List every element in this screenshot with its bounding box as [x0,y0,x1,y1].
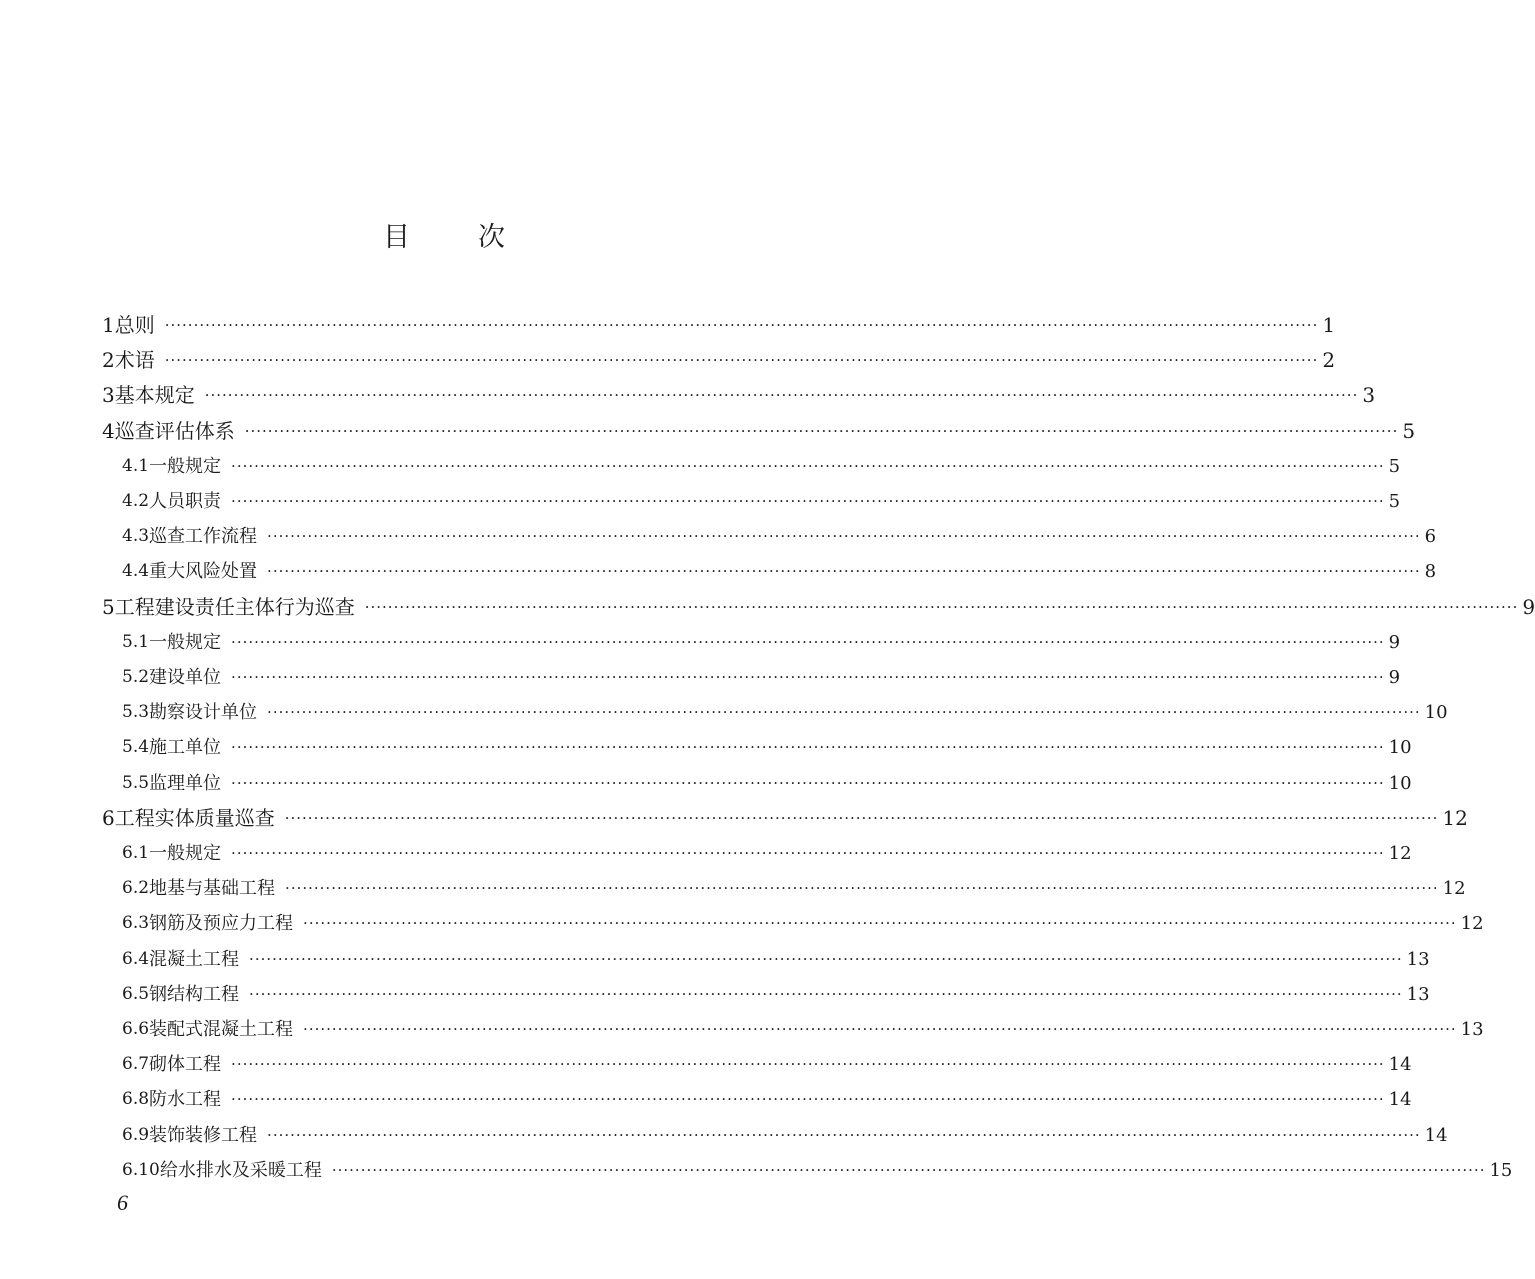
toc-entry-title: 防水工程 [149,1089,222,1110]
toc-entry-title: 钢结构工程 [149,984,240,1005]
toc-entry-page: 5 [1402,419,1416,443]
toc-entry-page: 10 [1388,737,1412,758]
toc-entry-page: 10 [1388,773,1412,794]
toc-entry[interactable] [122,836,1412,871]
toc-entry[interactable] [102,308,1336,343]
toc-entry-number: 5.2 [122,667,150,687]
toc-leader-dots: ········································································································································································································ [231,492,1385,510]
toc-entry-title: 一般规定 [149,843,222,864]
toc-entry[interactable] [122,730,1412,765]
toc-entry-title: 总则 [114,313,155,337]
toc-entry-page: 15 [1489,1160,1513,1181]
toc-entry[interactable] [122,660,1401,695]
toc-entry-number: 6.3 [122,913,150,933]
toc-leader-dots: ········································································································································································································ [231,774,1385,792]
toc-entry[interactable] [122,906,1484,941]
toc-entry[interactable] [102,590,1535,625]
toc-leader-dots: ········································································································································································································ [249,950,1403,968]
toc-leader-dots: ········································································································································································································ [364,598,1519,616]
toc-leader-dots: ········································································································································································································ [285,879,1439,897]
toc-leader-dots: ········································································································································································································ [249,985,1403,1003]
toc-entry-page: 9 [1522,595,1535,619]
toc-entry-number: 6.7 [122,1054,150,1074]
toc-entry[interactable] [122,449,1401,484]
toc-entry-page: 13 [1406,984,1430,1005]
toc-entry-page: 1 [1322,313,1336,337]
toc-entry[interactable] [102,343,1336,378]
toc-entry-number: 4 [102,419,115,443]
toc-entry-page: 13 [1460,1019,1484,1040]
toc-entry-number: 6.2 [122,878,150,898]
toc-leader-dots: ········································································································································································································ [244,422,1399,440]
toc-leader-dots: ········································································································································································································ [231,1055,1385,1073]
toc-entry-number: 2 [102,348,115,372]
toc-entry-page: 2 [1322,348,1336,372]
toc-entry-number: 6.1 [122,843,150,863]
toc-entry-title: 建设单位 [149,667,222,688]
toc-leader-dots: ········································································································································································································ [303,1020,1457,1038]
toc-entry-number: 4.3 [122,526,150,546]
toc-leader-dots: ········································································································································································································ [231,844,1385,862]
toc-entry[interactable] [122,625,1401,660]
toc-entry-title: 装饰装修工程 [149,1125,258,1146]
toc-entry-number: 5.1 [122,632,150,652]
toc-entry[interactable] [102,378,1376,413]
toc-entry-page: 12 [1442,878,1466,899]
toc-entry-page: 8 [1424,561,1437,582]
toc-entry-number: 3 [102,383,115,407]
toc-leader-dots: ········································································································································································································ [231,738,1385,756]
toc-entry-number: 6 [102,806,115,830]
toc-entry-number: 6.10 [122,1160,160,1180]
toc-entry-number: 5.4 [122,737,150,757]
toc-entry[interactable] [122,554,1437,589]
toc-entry-number: 6.5 [122,984,150,1004]
toc-entry-title: 给水排水及采暖工程 [159,1160,322,1181]
toc-entry-title: 一般规定 [149,456,222,477]
toc-entry-number: 4.4 [122,561,150,581]
toc-entry-number: 5.3 [122,702,150,722]
toc-entry-number: 6.4 [122,949,150,969]
toc-entry-page: 5 [1388,456,1401,477]
toc-entry[interactable] [122,1153,1513,1188]
toc-entry[interactable] [122,1047,1412,1082]
toc-entry-page: 12 [1388,843,1412,864]
toc-entry-page: 12 [1460,913,1484,934]
toc-entry-page: 6 [1424,526,1437,547]
toc-entry-title: 地基与基础工程 [149,878,276,899]
toc-entry-title: 巡查评估体系 [114,419,235,443]
toc-leader-dots: ········································································································································································································ [231,457,1385,475]
toc-entry-number: 6.6 [122,1019,150,1039]
page-number: 6 [117,1190,128,1215]
toc-leader-dots: ········································································································································································································ [267,703,1421,721]
toc-entry[interactable] [122,695,1448,730]
toc-entry[interactable] [122,1012,1484,1047]
toc-entry-title: 勘察设计单位 [149,702,258,723]
toc-entry-title: 监理单位 [149,773,222,794]
toc-entry-number: 5 [102,595,115,619]
toc-entry-page: 10 [1424,702,1448,723]
toc-leader-dots: ········································································································································································································ [231,633,1385,651]
toc-leader-dots: ········································································································································································································ [267,562,1421,580]
toc-entry[interactable] [122,519,1437,554]
toc-leader-dots: ········································································································································································································ [164,316,1319,334]
toc-entry-number: 6.8 [122,1089,150,1109]
title-char-1: 目 [383,222,410,253]
toc-entry[interactable] [122,871,1466,906]
toc-entry-title: 砌体工程 [149,1054,222,1075]
toc-leader-dots: ········································································································································································································ [204,386,1359,404]
toc-leader-dots: ········································································································································································································ [164,351,1319,369]
toc-entry-number: 5.5 [122,773,150,793]
toc-entry-page: 3 [1362,383,1376,407]
toc-entry-page: 9 [1388,667,1401,688]
toc-entry[interactable] [122,977,1430,1012]
toc-entry-page: 5 [1388,491,1401,512]
toc-entry-title: 钢筋及预应力工程 [149,913,294,934]
title-char-2: 次 [478,222,505,253]
toc-leader-dots: ········································································································································································································ [284,809,1439,827]
toc-entry-number: 4.1 [122,456,150,476]
toc-entry[interactable] [102,414,1416,449]
toc-leader-dots: ········································································································································································································ [267,527,1421,545]
toc-entry-title: 工程建设责任主体行为巡查 [114,595,355,619]
toc-leader-dots: ········································································································································································································ [231,1090,1385,1108]
toc-entry-number: 4.2 [122,491,150,511]
toc-entry-number: 1 [102,313,115,337]
toc-entry-title: 施工单位 [149,737,222,758]
toc-entry[interactable] [122,1082,1412,1117]
toc-entry-page: 14 [1424,1125,1448,1146]
toc-entry-title: 术语 [114,348,155,372]
toc-entry-page: 12 [1442,806,1468,830]
toc-entry-title: 装配式混凝土工程 [149,1019,294,1040]
toc-leader-dots: ········································································································································································································ [303,914,1457,932]
toc-entry[interactable] [102,801,1468,836]
toc-leader-dots: ········································································································································································································ [331,1161,1486,1179]
toc-leader-dots: ········································································································································································································ [231,668,1385,686]
toc-entry[interactable] [122,484,1401,519]
toc-entry[interactable] [122,766,1412,801]
toc-entry-page: 13 [1406,949,1430,970]
toc-entry-number: 6.9 [122,1125,150,1145]
toc-entry-title: 一般规定 [149,632,222,653]
toc-leader-dots: ········································································································································································································ [267,1126,1421,1144]
toc-entry-title: 重大风险处置 [149,561,258,582]
toc-entry-page: 14 [1388,1089,1412,1110]
toc-entry-title: 人员职责 [149,491,222,512]
page-title [0,218,888,258]
toc-entry-title: 巡查工作流程 [149,526,258,547]
toc-entry[interactable] [122,1118,1448,1153]
toc-entry-page: 14 [1388,1054,1412,1075]
toc-entry-title: 工程实体质量巡查 [114,806,275,830]
toc-entry-title: 混凝土工程 [149,949,240,970]
toc-entry[interactable] [122,942,1430,977]
toc-entry-page: 9 [1388,632,1401,653]
toc-entry-title: 基本规定 [114,383,195,407]
